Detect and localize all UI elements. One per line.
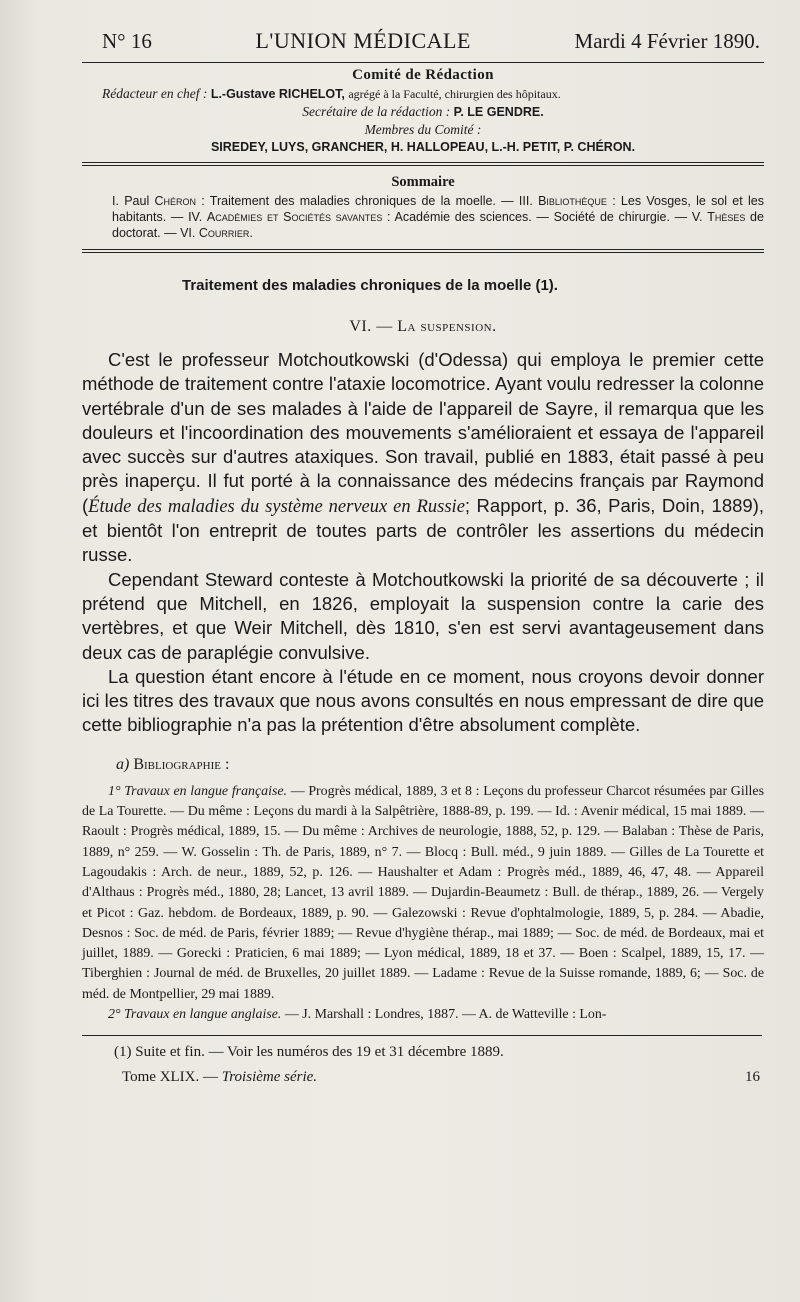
- sommaire-author: Chéron: [154, 194, 197, 208]
- journal-title: L'UNION MÉDICALE: [255, 28, 471, 53]
- issue-number: N° 16: [102, 29, 152, 53]
- membres-label: Membres du Comité :: [364, 122, 482, 137]
- sommaire-i: I. Paul: [112, 194, 150, 208]
- header-rule: [82, 62, 764, 63]
- sommaire-vi-label: Courrier.: [198, 226, 253, 240]
- tome-label: Tome XLIX. —: [122, 1069, 219, 1086]
- issue-date: Mardi 4 Février 1890.: [574, 29, 760, 53]
- footnote: (1) Suite et fin. — Voir les numéros des 19 et 31 décembre 1889.: [114, 1044, 504, 1061]
- sommaire-v-label: Thèses: [707, 210, 746, 224]
- bibliography-french: 1° Travaux en langue française. — Progrès médical, 1889, 3 et 8 : Leçons du professeur Charcot résumées par Gilles de La Tourette. — Du même : Leçons du mardi à la Salpêtrière, 1888-89, p. 199. — Id. : Avenir médical, 15 mai 1889. — Raoult : Progrès médical, 1889, 15. — Du même : Archives de neurologie, 1888, 52, p. 129. — Balaban : Thèse de Paris, 1889, n° 259. — W. Gosselin : Th. de Paris, 1889, n° 7. — Blocq : Bull. méd., 9 juin 1889. — Gilles de La Tourette et Lagoudakis : Arch. de neur., 1889, 52, p. 126. — Haushalter et Adam : Progrès méd., 1889, 46, 47, 48. — Appareil d'Althaus : Progrès méd., 1880, 28; Lancet, 13 avril 1889. — Dujardin-Beaumetz : Bull. de thérap., 1889, 26. — Vergely et Picot : Gaz. hebdom. de Bordeaux, 1889, p. 90. — Galezowski : Revue d'ophtalmologie, 1889, 5, p. 284. — Abadie, Desnos : Soc. de méd. de Paris, février 1889; — Revue d'hygiène thérap., mai 1889; — Soc. de méd. de Bordeaux, mai et juillet, 1889. — Gorecki : Praticien, 6 mai 1889; — Lyon médical, 1889, 18 et 37. — Boen : Scalpel, 1889, 15, 17. — Tiberghien : Journal de méd. de Bruxelles, 20 juillet 1889. — Ladame : Revue de la Suisse romande, 1889, 6; — Soc. de méd. de Montpellier, 29 mai 1889.: [82, 783, 764, 1002]
- article-title: Traitement des maladies chroniques de la moelle (1).: [182, 277, 558, 294]
- sommaire-body: [112, 193, 764, 241]
- sommaire-title: Sommaire: [391, 174, 455, 190]
- paragraph-1: C'est le professeur Motchoutkowski (d'Odessa) qui employa le premier cette méthode de traitement contre l'ataxie locomotrice. Ayant voulu redresser la colonne vertébrale d'un de ses malades à l'aide de l'appareil de Sayre, il remarqua que les douleurs et l'incoordination des mouvements s'amélioraient et essaya de l'appareil avec succès sur d'autres ataxiques. Son travail, publié en 1883, était passé à peu près inaperçu. Il fut porté à la connaissance des médecins français par Raymond (Étude des maladies du système nerveux en Russie; Rapport, p. 36, Paris, Doin, 1889), et bientôt l'on entreprit de toutes parts de contrôler les assertions du médecin russe.: [82, 349, 765, 566]
- secretaire-label: Secrétaire de la rédaction :: [302, 104, 451, 119]
- running-head: [82, 20, 764, 60]
- redacteur-line: [102, 86, 764, 102]
- sommaire-iii-text: : Les Vosges, le sol et les habitants. — IV.: [112, 194, 764, 224]
- section-title: VI. — La suspension.: [349, 318, 497, 335]
- sommaire-iv-label: Académies et Sociétés savantes: [206, 210, 383, 224]
- page-footer: [122, 1069, 760, 1086]
- secretaire-name: P. LE GENDRE.: [453, 105, 544, 119]
- sommaire-iv-text: : Académie des sciences. — Société de chirurgie. — V.: [387, 210, 703, 224]
- cited-work: Étude des maladies du système nerveux en Russie: [88, 496, 465, 517]
- sommaire-iii-label: Bibliothèque: [538, 194, 607, 208]
- comite-rule: [82, 162, 764, 166]
- sommaire-v-text: de doctorat. — VI.: [112, 210, 764, 240]
- redacteur-label: Rédacteur en chef :: [102, 86, 208, 101]
- page-number: 16: [745, 1069, 760, 1086]
- membres-list: SIREDEY, LUYS, GRANCHER, H. HALLOPEAU, L.-H. PETIT, P. CHÉRON.: [210, 140, 636, 154]
- redacteur-desc: agrégé à la Faculté, chirurgien des hôpitaux.: [348, 87, 561, 101]
- paragraph-2: Cependant Steward conteste à Motchoutkowski la priorité de sa découverte ; il prétend que Mitchell, en 1826, employait la suspension contre la carie des vertèbres, et que Weir Mitchell, dès 1810, s'en est servi avantageusement dans deux cas de paraplégie convulsive.: [82, 568, 764, 663]
- redacteur-name: L.-Gustave RICHELOT,: [210, 87, 345, 101]
- secretaire-line: [82, 104, 764, 120]
- sommaire-rule: [82, 249, 764, 253]
- paragraph-3: La question étant encore à l'étude en ce moment, nous croyons devoir donner ici les titres des travaux que nous avons consultés en nous empressant de dire que cette bibliographie n'a pas la prétention d'être absolument complète.: [82, 665, 764, 736]
- serie-label: Troisième série.: [221, 1069, 318, 1086]
- bibliography-heading: a) Bibliographie :: [116, 755, 230, 773]
- footnote-rule: [82, 1035, 762, 1036]
- comite-title: Comité de Rédaction: [352, 67, 494, 83]
- sommaire-i-text: : Traitement des maladies chroniques de la moelle. — III.: [201, 194, 533, 208]
- bibliography-english: 2° Travaux en langue anglaise. — J. Marshall : Londres, 1887. — A. de Watteville : Lon-: [108, 1007, 607, 1023]
